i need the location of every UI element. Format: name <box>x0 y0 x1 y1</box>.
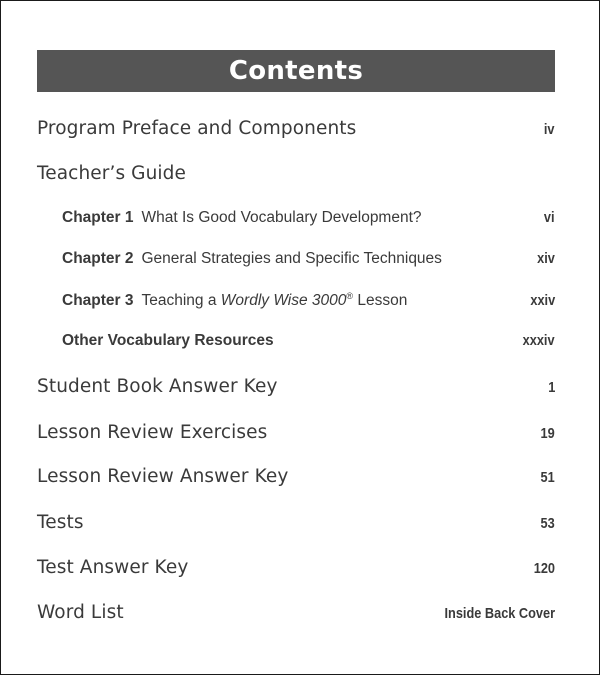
toc-entry-label: Teacher’s Guide <box>37 163 186 184</box>
toc-entry-label: Program Preface and Components <box>37 118 357 139</box>
toc-entry-other-resources[interactable] <box>62 332 555 350</box>
toc-chapter-number: Chapter 3 <box>62 292 134 310</box>
toc-entry-page: 51 <box>540 469 555 486</box>
toc-entry-lesson-review-key[interactable] <box>37 466 555 487</box>
toc-entry-label: Student Book Answer Key <box>37 376 278 397</box>
toc-entry-page: 1 <box>547 379 555 396</box>
toc-entry-student-book-key[interactable] <box>37 376 555 397</box>
toc-entry-label-post: Lesson <box>353 292 408 310</box>
toc-entry-program-preface[interactable] <box>37 118 555 139</box>
toc-chapter-number: Chapter 2 <box>62 250 134 267</box>
toc-entry-word-list[interactable] <box>37 602 555 623</box>
toc-entry-label: General Strategies and Specific Techniques <box>141 250 442 267</box>
toc-entry-page: xiv <box>537 250 555 267</box>
toc-entry-teachers-guide[interactable] <box>37 163 555 184</box>
toc-entry-label: Other Vocabulary Resources <box>62 332 274 349</box>
toc-entry-label: Tests <box>37 512 84 533</box>
table-of-contents <box>1 1 600 676</box>
toc-entry-tests[interactable] <box>37 512 555 533</box>
toc-entry-page: Inside Back Cover <box>444 605 555 622</box>
toc-entry-label-italic: Wordly Wise 3000 <box>220 292 347 310</box>
toc-entry-page: xxiv <box>530 292 555 310</box>
toc-entry-page: 19 <box>540 425 555 442</box>
toc-entry-label: Lesson Review Exercises <box>37 422 268 443</box>
toc-entry-chapter-2[interactable] <box>62 250 555 268</box>
toc-entry-page: iv <box>544 121 555 138</box>
toc-entry-label: Test Answer Key <box>37 557 189 578</box>
toc-entry-label-pre: Teaching a <box>141 292 221 310</box>
toc-entry-label: Word List <box>37 602 124 623</box>
toc-entry-page: vi <box>544 209 555 226</box>
toc-entry-chapter-1[interactable] <box>62 209 555 227</box>
toc-chapter-number: Chapter 1 <box>62 209 134 226</box>
toc-entry-label: What Is Good Vocabulary Development? <box>141 209 422 226</box>
toc-entry-lesson-review-exercises[interactable] <box>37 422 555 443</box>
registered-mark: ® <box>346 291 354 301</box>
toc-entry-chapter-3[interactable] <box>62 291 555 310</box>
toc-entry-test-key[interactable] <box>37 557 555 578</box>
page-title: Contents <box>228 56 364 86</box>
toc-entry-page: xxxiv <box>523 332 555 349</box>
toc-entry-page: 53 <box>540 515 555 532</box>
toc-entry-page: 120 <box>533 560 555 577</box>
toc-entry-label: Lesson Review Answer Key <box>37 466 289 487</box>
